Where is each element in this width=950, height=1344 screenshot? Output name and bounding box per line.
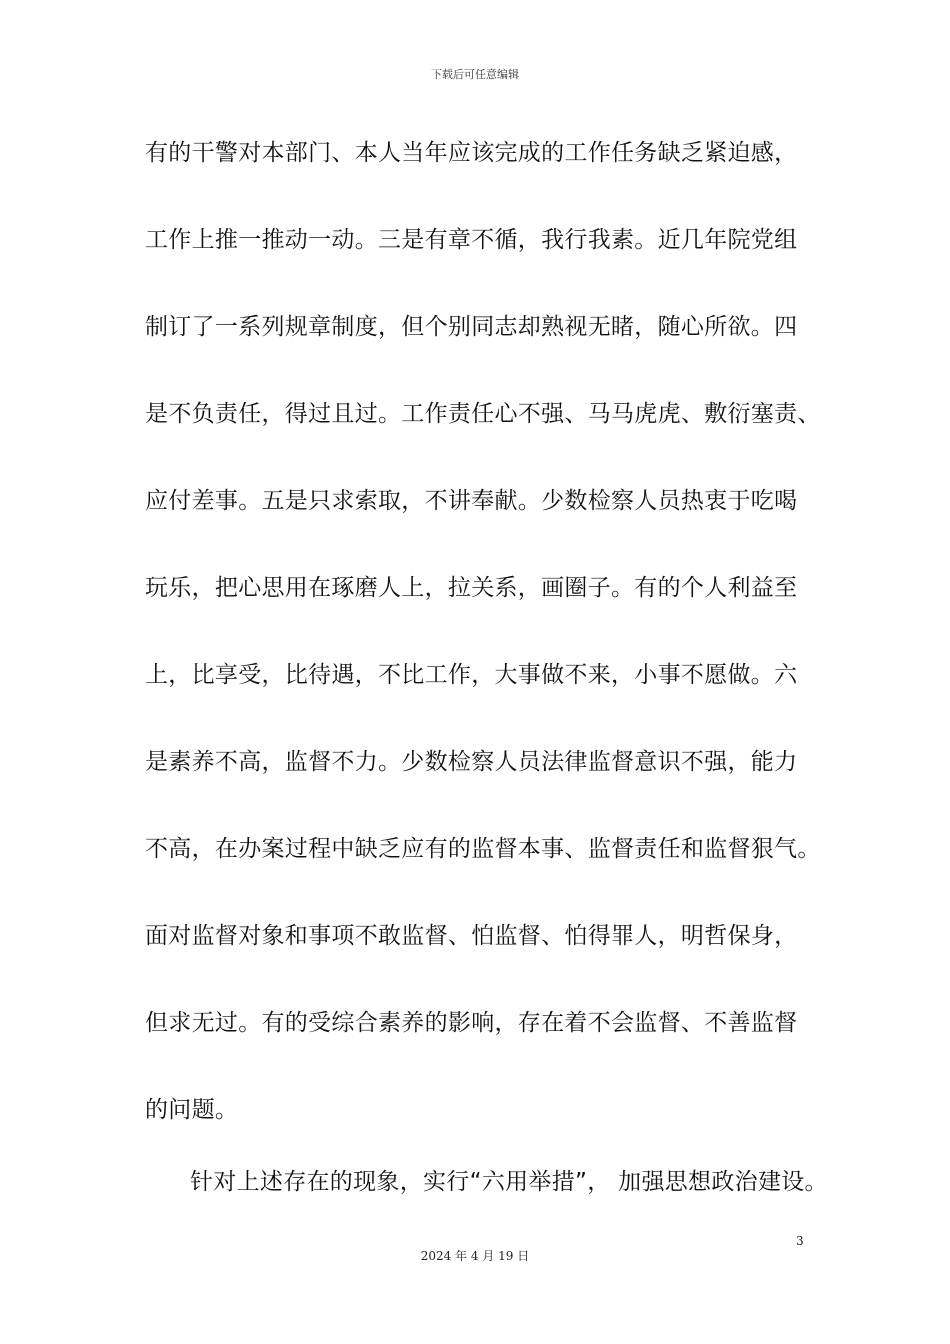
paragraph-line: 上，比享受，比待遇，不比工作，大事做不来，小事不愿做。六 <box>145 662 798 688</box>
paragraph-line: 不高，在办案过程中缺乏应有的监督本事、监督责任和监督狠气。 <box>145 836 821 862</box>
paragraph-line: 制订了一系列规章制度，但个别同志却熟视无睹，随心所欲。四 <box>145 314 798 340</box>
paragraph-line: 是不负责任，得过且过。工作责任心不强、马马虎虎、敷衍塞责、 <box>145 401 821 427</box>
paragraph-line: 是素养不高，监督不力。少数检察人员法律监督意识不强，能力 <box>145 749 798 775</box>
paragraph-line: 有的干警对本部门、本人当年应该完成的工作任务缺乏紧迫感， <box>145 140 798 166</box>
footer-date: 2024 年 4 月 19 日 <box>420 1249 530 1263</box>
paragraph-line: 工作上推一推动一动。三是有章不循，我行我素。近几年院党组 <box>145 227 798 253</box>
page-number: 3 <box>796 1234 804 1248</box>
paragraph-line: 但求无过。有的受综合素养的影响，存在着不会监督、不善监督 <box>145 1010 798 1036</box>
paragraph-line: 的问题。 <box>145 1097 239 1123</box>
paragraph-line: 玩乐，把心思用在琢磨人上，拉关系，画圈子。有的个人利益至 <box>145 575 798 601</box>
header-note: 下载后可任意编辑 <box>431 68 519 81</box>
paragraph-line: 应付差事。五是只求索取，不讲奉献。少数检察人员热衷于吃喝 <box>145 488 798 514</box>
paragraph-line: 面对监督对象和事项不敢监督、怕监督、怕得罪人，明哲保身， <box>145 923 798 949</box>
paragraph-line-indented: 针对上述存在的现象，实行“六用举措”， 加强思想政治建设。 <box>190 1169 828 1195</box>
